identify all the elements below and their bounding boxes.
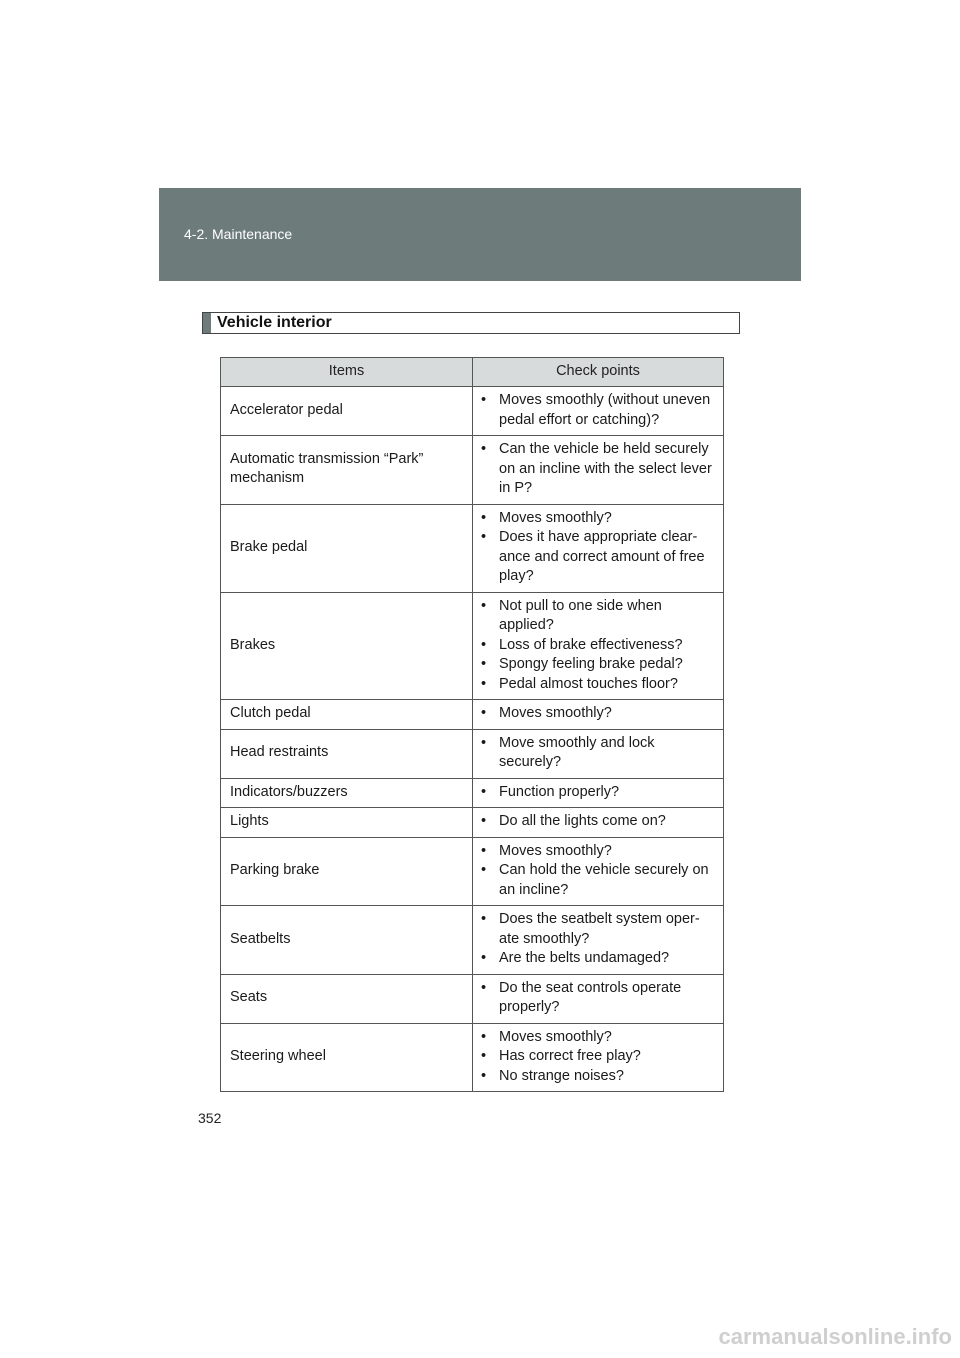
check-points-cell [473, 778, 724, 808]
table-row [221, 974, 724, 1023]
check-points-cell [473, 808, 724, 838]
item-name: Accelerator pedal [221, 387, 473, 436]
table-row [221, 436, 724, 505]
check-point: • Spongy feeling brake pedal? [481, 655, 719, 675]
check-points-list [481, 734, 719, 773]
table-row [221, 906, 724, 975]
item-name: Brakes [221, 592, 473, 700]
check-point: • Moves smoothly? [481, 1028, 719, 1048]
check-points-cell [473, 837, 724, 906]
check-points-cell [473, 974, 724, 1023]
check-points-list [481, 704, 719, 724]
section-title: Vehicle interior [217, 314, 332, 331]
check-points-list [481, 509, 719, 587]
check-points-list [481, 1028, 719, 1087]
check-point: • Can the vehicle be held securely on an incline with the select lever in P? [481, 440, 719, 499]
check-points-cell [473, 729, 724, 778]
column-header-items: Items [221, 358, 473, 387]
table-row [221, 808, 724, 838]
check-points-list [481, 910, 719, 969]
check-points-cell [473, 700, 724, 730]
check-point: • Can hold the vehicle securely on an incline? [481, 861, 719, 900]
maintenance-check-table [220, 357, 724, 1092]
item-name: Brake pedal [221, 504, 473, 592]
item-name: Seats [221, 974, 473, 1023]
table-row [221, 592, 724, 700]
check-point: • Does it have appropriate clear-ance and correct amount of free play? [481, 528, 719, 587]
check-points-list [481, 597, 719, 695]
check-points-list [481, 391, 719, 430]
check-point: • Loss of brake effectiveness? [481, 636, 719, 656]
table-row [221, 700, 724, 730]
table-row [221, 387, 724, 436]
check-point: • Do all the lights come on? [481, 812, 719, 832]
watermark: carmanualsonline.info [718, 1324, 952, 1349]
table-row [221, 837, 724, 906]
item-name: Lights [221, 808, 473, 838]
item-name: Parking brake [221, 837, 473, 906]
check-point: • Do the seat controls operate properly? [481, 979, 719, 1018]
item-name: Steering wheel [221, 1023, 473, 1092]
section-heading [202, 312, 740, 334]
section-heading-accent [203, 313, 211, 333]
check-point: • Moves smoothly? [481, 842, 719, 862]
check-points-list [481, 842, 719, 901]
check-point: • Function properly? [481, 783, 719, 803]
check-point: • Pedal almost touches floor? [481, 675, 719, 695]
chapter-section-label: 4-2. Maintenance [184, 226, 293, 242]
check-point: • Does the seatbelt system oper-ate smoothly? [481, 910, 719, 949]
check-points-list [481, 979, 719, 1018]
check-point: • Moves smoothly? [481, 509, 719, 529]
column-header-check-points: Check points [473, 358, 724, 387]
table-row [221, 1023, 724, 1092]
item-name: Automatic transmission “Park” mechanism [221, 436, 473, 505]
check-points-cell [473, 592, 724, 700]
check-points-list [481, 440, 719, 499]
check-point: • Move smoothly and lock securely? [481, 734, 719, 773]
check-point: • Not pull to one side when applied? [481, 597, 719, 636]
item-name: Seatbelts [221, 906, 473, 975]
check-point: • Moves smoothly? [481, 704, 719, 724]
table-body [221, 387, 724, 1092]
check-points-list [481, 812, 719, 832]
table-header-row [221, 358, 724, 387]
table-row [221, 729, 724, 778]
table-row [221, 504, 724, 592]
check-point: • No strange noises? [481, 1067, 719, 1087]
item-name: Head restraints [221, 729, 473, 778]
check-points-cell [473, 906, 724, 975]
item-name: Indicators/buzzers [221, 778, 473, 808]
chapter-header-band [159, 188, 801, 281]
check-points-list [481, 783, 719, 803]
check-points-cell [473, 504, 724, 592]
check-point: • Are the belts undamaged? [481, 949, 719, 969]
page-number: 352 [198, 1110, 222, 1126]
check-point: • Moves smoothly (without uneven pedal effort or catching)? [481, 391, 719, 430]
item-name: Clutch pedal [221, 700, 473, 730]
check-points-cell [473, 387, 724, 436]
check-points-cell [473, 1023, 724, 1092]
check-points-cell [473, 436, 724, 505]
table-row [221, 778, 724, 808]
check-point: • Has correct free play? [481, 1047, 719, 1067]
